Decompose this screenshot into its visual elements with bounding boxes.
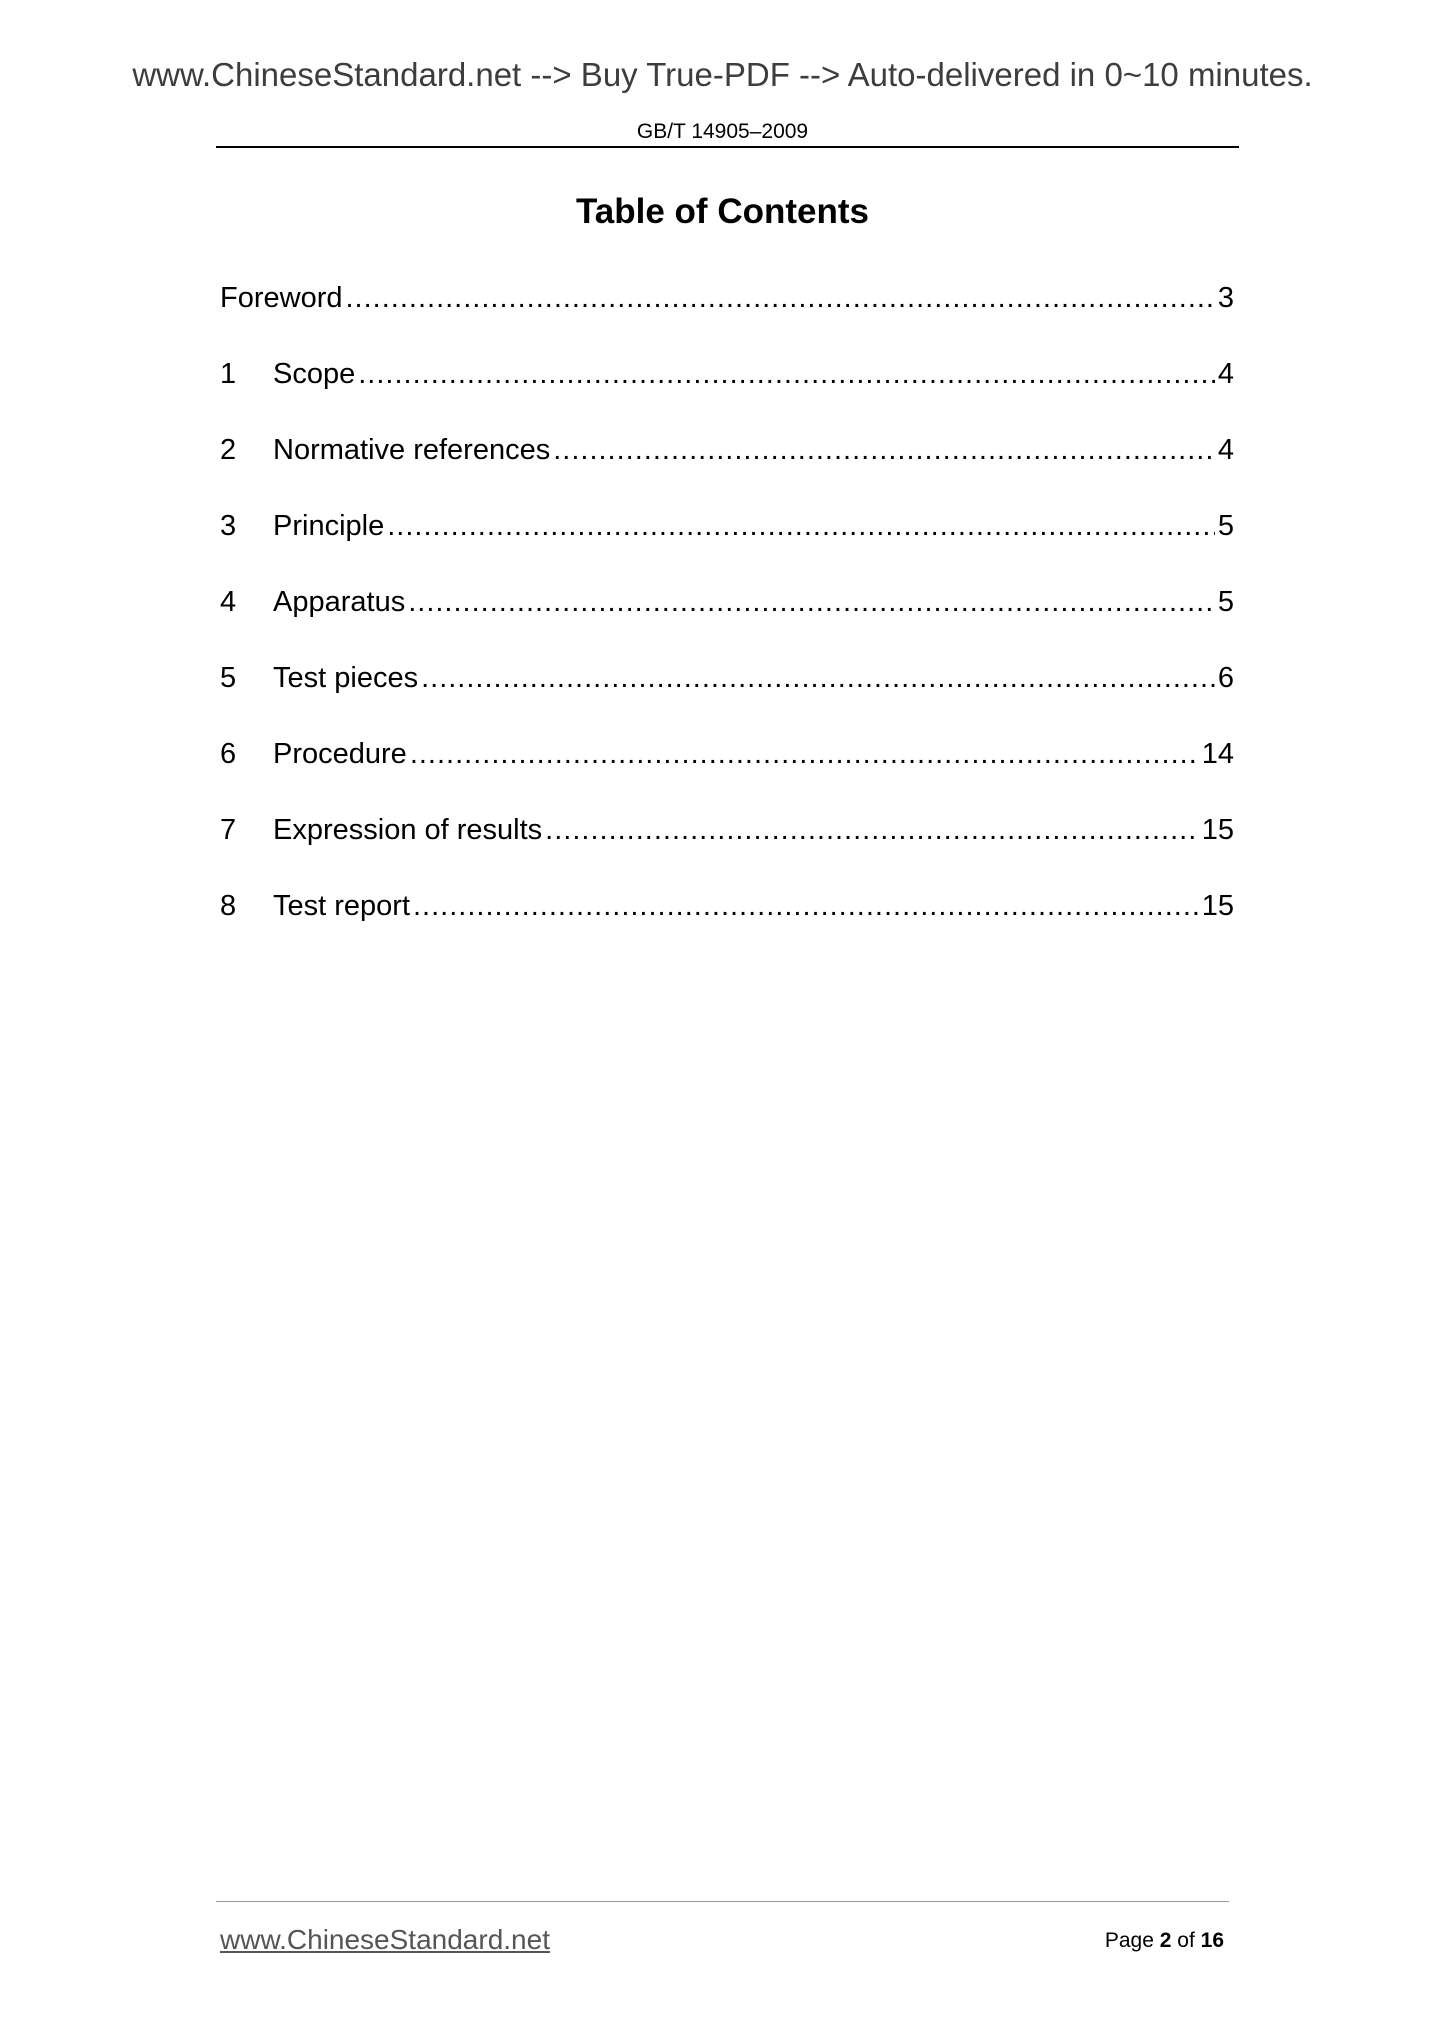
- toc-leader-dots: [387, 506, 1215, 546]
- toc-leader-dots: [421, 658, 1215, 698]
- toc-leader-dots: [553, 430, 1215, 470]
- page-word: Page: [1104, 1929, 1154, 1952]
- toc-leader-dots: [346, 278, 1215, 318]
- toc-entry-number: 3: [220, 510, 237, 542]
- toc-entry-label: Test report: [273, 890, 410, 922]
- toc-entry-number: 8: [220, 890, 237, 922]
- header-divider: [216, 146, 1239, 148]
- toc-leader-dots: [408, 582, 1215, 622]
- toc-entry-label: Normative references: [273, 434, 551, 466]
- toc-entry-test-report[interactable]: [220, 886, 1234, 962]
- footer-divider: [216, 1901, 1229, 1902]
- toc-entry-label: Apparatus: [273, 586, 406, 618]
- toc-entry-label: Principle: [273, 510, 385, 542]
- toc-leader-dots: [358, 354, 1215, 394]
- toc-entry-principle[interactable]: [220, 506, 1234, 582]
- page-of: of: [1177, 1929, 1195, 1952]
- toc-entry-label: Scope: [273, 358, 356, 390]
- toc-entry-test-pieces[interactable]: [220, 658, 1234, 734]
- document-code: GB/T 14905–2009: [636, 120, 809, 143]
- toc-entry-label: Test pieces: [273, 662, 419, 694]
- toc-entry-number: 4: [220, 586, 237, 618]
- toc-leader-dots: [410, 734, 1199, 774]
- toc-entry-page: 6: [1217, 662, 1234, 694]
- page-number: [1105, 1929, 1224, 1953]
- toc-entry-page: 5: [1217, 586, 1234, 618]
- toc-entry-number: 7: [220, 814, 237, 846]
- toc-entry-expression-of-results[interactable]: [220, 810, 1234, 886]
- page-total: 16: [1200, 1929, 1224, 1952]
- table-of-contents: [220, 278, 1234, 962]
- toc-entry-page: 15: [1201, 814, 1234, 846]
- page-current: 2: [1159, 1929, 1172, 1952]
- toc-entry-apparatus[interactable]: [220, 582, 1234, 658]
- toc-entry-page: 3: [1217, 282, 1234, 314]
- toc-entry-foreword[interactable]: [220, 278, 1234, 354]
- toc-entry-page: 4: [1217, 434, 1234, 466]
- toc-leader-dots: [545, 810, 1199, 850]
- toc-entry-page: 15: [1201, 890, 1234, 922]
- toc-title: Table of Contents: [576, 192, 869, 231]
- banner-link[interactable]: www.ChineseStandard.net --> Buy True-PDF --> Auto-delivered in 0~10 minutes.: [132, 56, 1313, 93]
- toc-entry-page: 4: [1217, 358, 1234, 390]
- toc-entry-number: 2: [220, 434, 237, 466]
- toc-entry-number: 1: [220, 358, 237, 390]
- toc-entry-page: 14: [1201, 738, 1234, 770]
- toc-entry-procedure[interactable]: [220, 734, 1234, 810]
- toc-entry-label: Procedure: [273, 738, 407, 770]
- toc-entry-scope[interactable]: [220, 354, 1234, 430]
- toc-entry-page: 5: [1217, 510, 1234, 542]
- toc-entry-label: Expression of results: [273, 814, 543, 846]
- toc-entry-label: Foreword: [220, 282, 343, 314]
- toc-entry-number: 5: [220, 662, 237, 694]
- footer-site-link[interactable]: www.ChineseStandard.net: [220, 1924, 550, 1955]
- toc-entry-normative-references[interactable]: [220, 430, 1234, 506]
- toc-entry-number: 6: [220, 738, 237, 770]
- toc-leader-dots: [413, 886, 1199, 926]
